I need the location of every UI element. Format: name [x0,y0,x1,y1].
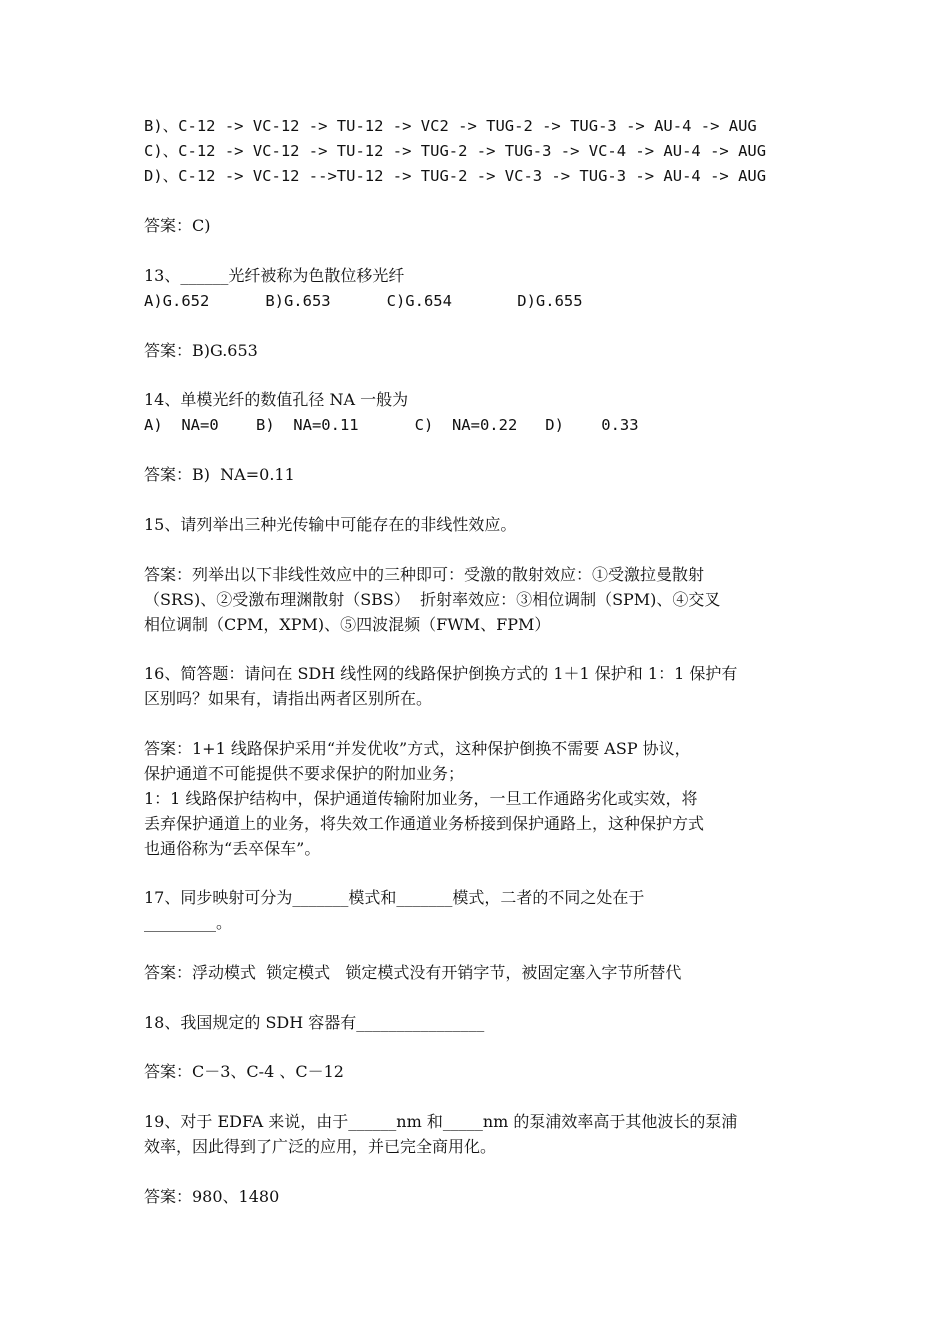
answer-18: 答案：C－3、C-4 、C－12 [144,1062,344,1081]
answer-15-line-2: （SRS)、②受激布理渊散射（SBS） 折射率效应：③相位调制（SPM)、④交叉 [144,590,721,609]
option-d-line: D)、C-12 -> VC-12 -->TU-12 -> TUG-2 -> VC-3 -> TUG-3 -> AU-4 -> AUG [144,167,767,185]
option-c-line: C)、C-12 -> VC-12 -> TU-12 -> TUG-2 -> TUG-3 -> VC-4 -> AU-4 -> AUG [144,142,767,160]
question-13: 13、______光纤被称为色散位移光纤 [144,266,405,285]
answer-16-line-1: 答案：1+1 线路保护采用“并发优收”方式，这种保护倒换不需要 ASP 协议， [144,739,691,758]
answer-15-line-3: 相位调制（CPM，XPM)、⑤四波混频（FWM、FPM） [144,615,551,634]
answer-17: 答案：浮动模式 锁定模式 锁定模式没有开销字节，被固定塞入字节所替代 [144,963,682,982]
question-17-line-1: 17、同步映射可分为_______模式和_______模式，二者的不同之处在于 [144,888,645,907]
answer-16-line-4: 丢弃保护通道上的业务，将失效工作通道业务桥接到保护通路上，这种保护方式 [144,814,705,833]
question-16-line-1: 16、简答题：请问在 SDH 线性网的线路保护倒换方式的 1＋1 保护和 1：1 保护有 [144,664,738,683]
options-13: A)G.652 B)G.653 C)G.654 D)G.655 [144,292,583,310]
question-16-line-2: 区别吗？如果有，请指出两者区别所在。 [144,689,433,708]
answer-14: 答案：B) NA=0.11 [144,465,295,484]
question-15: 15、请列举出三种光传输中可能存在的非线性效应。 [144,515,517,534]
options-14: A) NA=0 B) NA=0.11 C) NA=0.22 D) 0.33 [144,416,639,434]
question-17-line-2: _________。 [144,913,233,932]
question-18: 18、我国规定的 SDH 容器有________________ [144,1013,485,1032]
question-19-line-1: 19、对于 EDFA 来说，由于______nm 和_____nm 的泵浦效率高于其他波长的泵浦 [144,1112,738,1131]
answer-16-line-5: 也通俗称为“丢卒保车”。 [144,839,321,858]
answer-16-line-3: 1：1 线路保护结构中，保护通道传输附加业务，一旦工作通路劣化或实效，将 [144,789,698,808]
answer-12: 答案：C) [144,216,211,235]
answer-13: 答案：B)G.653 [144,341,258,360]
question-19-line-2: 效率，因此得到了广泛的应用，并已完全商用化。 [144,1137,497,1156]
answer-15-line-1: 答案：列举出以下非线性效应中的三种即可：受激的散射效应：①受激拉曼散射 [144,565,705,584]
option-b-line: B)、C-12 -> VC-12 -> TU-12 -> VC2 -> TUG-2 -> TUG-3 -> AU-4 -> AUG [144,117,757,135]
question-14: 14、单模光纤的数值孔径 NA 一般为 [144,390,409,409]
answer-16-line-2: 保护通道不可能提供不要求保护的附加业务； [144,764,465,783]
answer-19: 答案：980、1480 [144,1187,280,1206]
